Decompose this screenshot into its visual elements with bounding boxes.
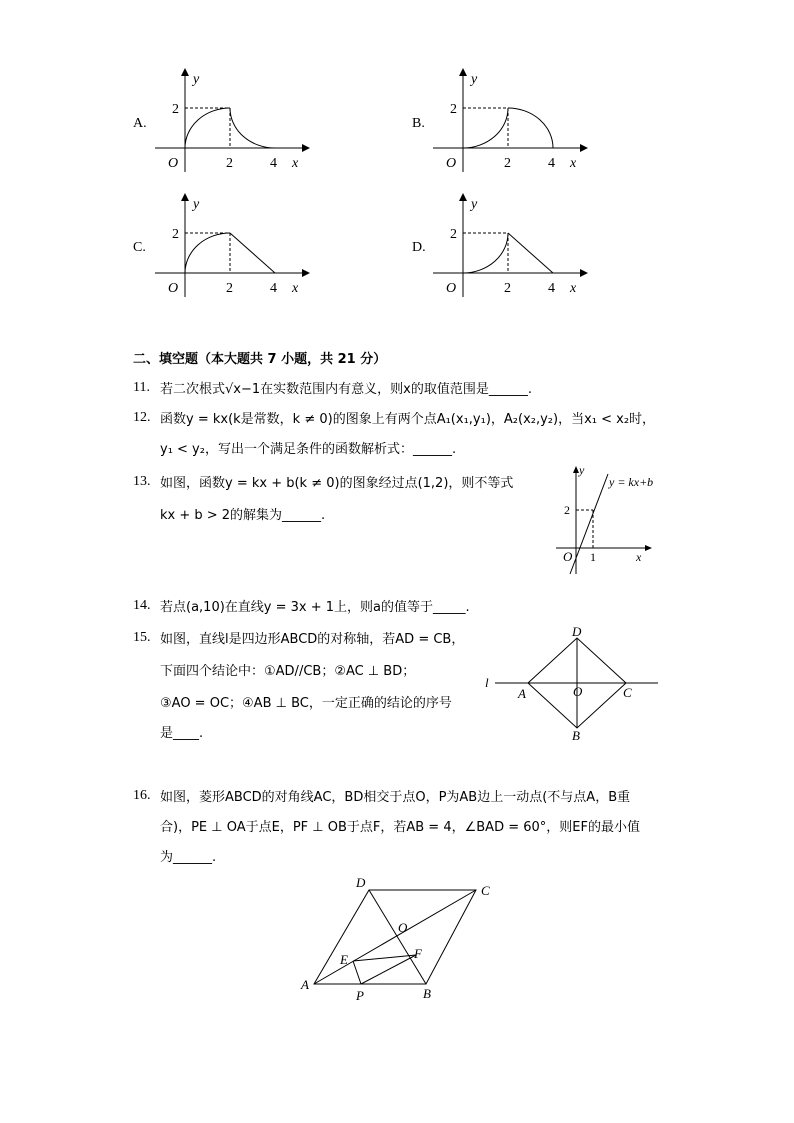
fig15-line-l: l [485,675,489,690]
graph-origin: O [446,156,457,171]
graph-tick-two-x: 2 [226,281,233,296]
graph-tick-four: 4 [548,156,555,171]
q15-line1: 如图，直线l是四边形ABCD的对称轴，若AD = CB， [160,632,465,647]
fig13-tick-two: 2 [564,503,570,517]
fig13-tick-one: 1 [590,550,596,564]
graph-x-label: x [570,156,577,171]
fig16-point-f: F [414,946,422,961]
q15-line3: ③AO = OC；④AB ⊥ BC，一定正确的结论的序号 [160,696,452,711]
q14-text: 若点(a,10)在直线y = 3x + 1上，则a的值等于_____. [160,600,470,615]
fig16-point-d: D [356,875,366,890]
fig13-y-label: y [579,463,585,477]
q16-line3: 为______. [160,850,217,865]
graph-origin: O [168,156,179,171]
fig13-line-label: y = kx+b [609,475,654,489]
fig15-point-o: O [573,684,583,699]
figure-q15-quadrilateral [480,622,662,744]
q13-number: 13. [133,474,151,489]
q12-number: 12. [133,410,151,425]
q13-line2: kx + b > 2的解集为______. [160,508,326,523]
graph-tick-two-y: 2 [450,102,457,117]
graph-option-b [428,68,588,172]
graph-y-label: y [193,197,200,212]
q16-number: 16. [133,788,151,803]
fig16-point-p: P [356,988,364,1003]
figure-q16-rhombus [298,874,498,1004]
fig15-point-b: B [572,728,580,743]
q16-line1: 如图，菱形ABCD的对角线AC，BD相交于点O，P为AB边上一动点(不与点A，B重 [160,790,631,805]
graph-tick-two-y: 2 [172,227,179,242]
graph-y-label: y [471,72,478,87]
graph-tick-two-x: 2 [504,281,511,296]
fig16-point-e: E [340,952,348,967]
option-c-label: C. [133,240,146,255]
graph-x-label: x [292,156,299,171]
graph-x-label: x [292,281,299,296]
graph-x-label: x [570,281,577,296]
q14-number: 14. [133,598,151,613]
graph-tick-two-y: 2 [450,227,457,242]
option-b-label: B. [412,116,425,131]
graph-y-label: y [471,197,478,212]
graph-tick-four: 4 [270,156,277,171]
fig15-point-d: D [572,624,582,639]
q11-number: 11. [133,380,150,395]
graph-origin: O [446,281,457,296]
fig13-origin: O [563,549,573,564]
fig16-point-o: O [398,920,408,935]
fig15-point-c: C [623,685,632,700]
graph-origin: O [168,281,179,296]
graph-tick-four: 4 [270,281,277,296]
q15-line4: 是____. [160,726,204,741]
section-title: 二、填空题（本大题共 7 小题，共 21 分） [133,352,387,367]
fig13-x-label: x [636,550,642,564]
q15-number: 15. [133,630,151,645]
q16-line2: 合)，PE ⊥ OA于点E，PF ⊥ OB于点F，若AB = 4，∠BAD = 60°，则EF的最小值 [160,820,640,835]
graph-y-label: y [193,72,200,87]
fig15-point-a: A [518,686,526,701]
graph-option-d [428,193,588,297]
q12-line1: 函数y = kx(k是常数，k ≠ 0)的图象上有两个点A₁(x₁,y₁)，A₂(x₂,y₂)，当x₁ < x₂时， [160,412,656,427]
graph-tick-two-y: 2 [172,102,179,117]
q13-line1: 如图，函数y = kx + b(k ≠ 0)的图象经过点(1,2)，则不等式 [160,476,514,491]
fig16-point-c: C [481,883,490,898]
graph-option-c [150,193,310,297]
q11-text: 若二次根式√x−1在实数范围内有意义，则x的取值范围是______. [160,382,532,397]
graph-tick-four: 4 [548,281,555,296]
figure-q13-graph [552,462,664,578]
q15-line2: 下面四个结论中：①AD//CB；②AC ⊥ BD； [160,664,416,679]
option-d-label: D. [412,240,426,255]
q12-line2: y₁ < y₂，写出一个满足条件的函数解析式：______. [160,442,457,457]
graph-tick-two-x: 2 [226,156,233,171]
graph-tick-two-x: 2 [504,156,511,171]
graph-option-a [150,68,310,172]
fig16-point-a: A [301,977,309,992]
fig16-point-b: B [423,986,431,1001]
option-a-label: A. [133,116,147,131]
